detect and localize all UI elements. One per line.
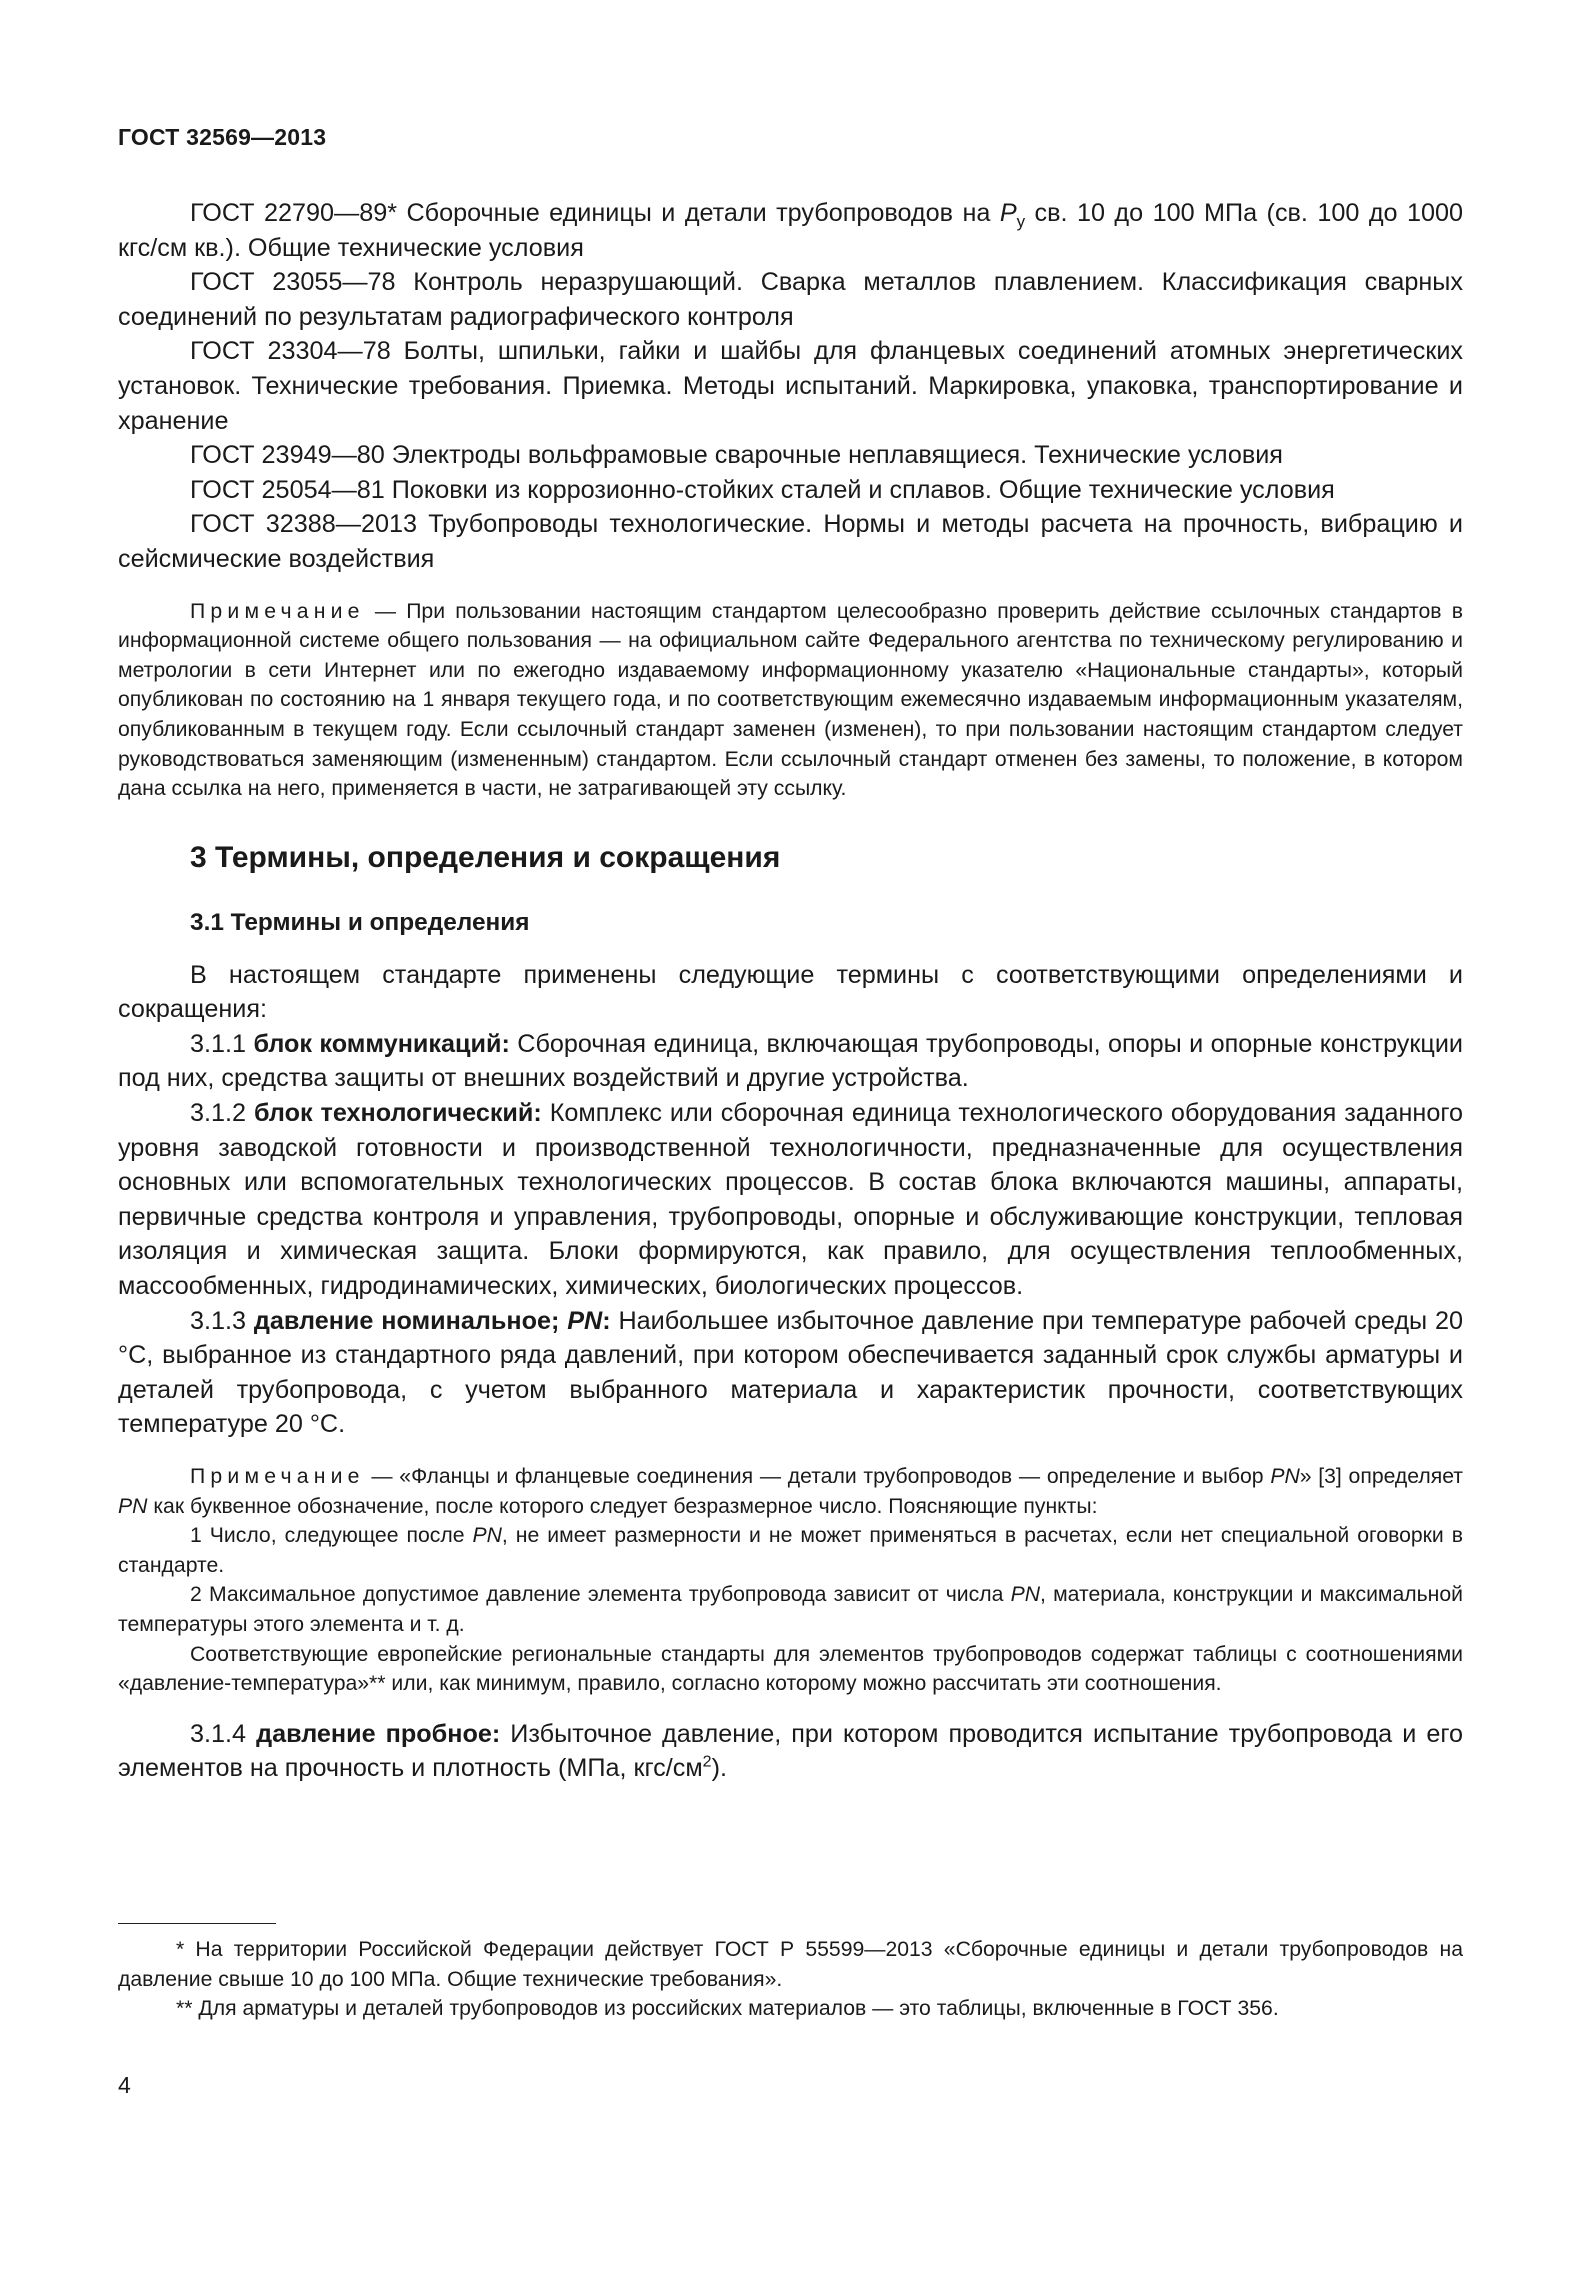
page-number: 4: [118, 2072, 131, 2098]
footnote: * На территории Российской Федерации действует ГОСТ Р 55599—2013 «Сборочные единицы и детали трубопроводов на давление свыше 10 до 100 МПа. Общие технические требования».: [118, 1938, 1463, 1991]
term-3-1-4: [118, 1717, 1463, 1786]
reference-text: ГОСТ 22790—89* Сборочные единицы и детали трубопроводов на: [190, 199, 1000, 227]
term-number: 3.1.3: [190, 1306, 254, 1335]
reference-item: ГОСТ 23304—78 Болты, шпильки, гайки и шайбы для фланцевых соединений атомных энергетических установок. Технические требования. Приемка. Методы испытаний. Маркировка, упаковка, транспортирование и хранение: [118, 337, 1463, 435]
note-text: как буквенное обозначение, после которого следует безразмерное число. Поясняющие пункты:: [147, 1494, 1098, 1518]
pn-symbol: PN: [472, 1524, 502, 1548]
note-label: Примечание: [190, 599, 365, 623]
note-references: [118, 597, 1463, 804]
pressure-subscript: у: [1016, 212, 1026, 232]
term-name: давление номинальное;: [253, 1306, 568, 1335]
reference-item: ГОСТ 32388—2013 Трубопроводы технологические. Нормы и методы расчета на прочность, вибрацию и сейсмические воздействия: [118, 510, 1463, 573]
footnote: ** Для арматуры и деталей трубопроводов из российских материалов — это таблицы, включенные в ГОСТ 356.: [176, 1997, 1279, 2021]
note-item-2: [118, 1580, 1463, 1639]
pressure-symbol: P: [999, 199, 1017, 227]
note-text: , материала, конструкции и максимальной температуры этого элемента и т. д.: [118, 1583, 1463, 1636]
footnote-separator: [118, 1923, 276, 1924]
term-abbreviation: PN: [567, 1306, 603, 1335]
note-pn: [118, 1462, 1463, 1699]
note-item-1: [118, 1521, 1463, 1580]
note-text: 2 Максимальное допустимое давление элемента трубопровода зависит от числа: [190, 1583, 1011, 1607]
section-heading: 3 Термины, определения и сокращения: [190, 840, 781, 874]
term-3-1-3: [118, 1304, 1463, 1442]
footnotes: [118, 1935, 1463, 2024]
term-3-1-1: [118, 1027, 1463, 1096]
reference-item: ГОСТ 25054—81 Поковки из коррозионно-стойких сталей и сплавов. Общие технические условия: [190, 475, 1335, 504]
reference-item: ГОСТ 23055—78 Контроль неразрушающий. Сварка металлов плавлением. Классификация сварных соединений по результатам радиографического контроля: [118, 268, 1463, 331]
note-text: 1 Число, следующее после: [190, 1524, 473, 1548]
note-paragraph: [118, 597, 1463, 804]
note-text: — При пользовании настоящим стандартом целесообразно проверить действие ссылочных стандартов в информационной системе общего пользования — на официальном сайте Федерального агентства по техническому регулированию и метрологии в сети Интернет или по ежегодно издаваемому информационному указателю «Национальные стандарты», который опубликован по состоянию на 1 января текущего года, и по соответствующим ежемесячно издаваемым информационным указателям, опубликованным в текущем году. Если ссылочный стандарт заменен (изменен), то при пользовании настоящим стандартом следует руководствоваться заменяющим (измененным) стандартом. Если ссылочный стандарт отменен без замены, то положение, в котором дана ссылка на него, применяется в части, не затрагивающей эту ссылку.: [118, 599, 1463, 801]
note-text: , не имеет размерности и не может применяться в расчетах, если нет специальной оговорки в стандарте.: [118, 1524, 1464, 1577]
term-definition: Сборочная единица, включающая трубопроводы, опоры и опорные конструкции под них, средства защиты от внешних воздействий и другие устройства.: [118, 1029, 1463, 1093]
pn-symbol: PN: [1010, 1583, 1041, 1607]
reference-text: св. 10 до 100 МПа (св. 100 до 1000 кгс/см кв.). Общие технические условия: [118, 199, 1463, 262]
note-text: » [3] определяет: [1299, 1465, 1463, 1488]
superscript: 2: [702, 1753, 712, 1771]
term-name: блок коммуникаций:: [253, 1029, 510, 1058]
document-header: ГОСТ 32569—2013: [118, 124, 327, 150]
term-definition: Избыточное давление, при котором проводится испытание трубопровода и его элементов на прочность и плотность (МПа, кгс/см: [118, 1719, 1464, 1783]
reference-item: [118, 196, 1463, 265]
term-definition: Наибольшее избыточное давление при температуре рабочей среды 20 °С, выбранное из стандартного ряда давлений, при котором обеспечивается заданный срок службы арматуры и деталей трубопровода, с учетом выбранного материала и характеристик прочности, соответствующих температуре 20 °С.: [118, 1306, 1463, 1439]
term-definition: Комплекс или сборочная единица технологического оборудования заданного уровня заводской готовности и производственной технологичности, предназначенные для осуществления основных или вспомогательных технологических процессов. В состав блока включаются машины, аппараты, первичные средства контроля и управления, трубопроводы, опорные и обслуживающие конструкции, тепловая изоляция и химическая защита. Блоки формируются, как правило, для осуществления теплообменных, массообменных, гидродинамических, химических, биологических процессов.: [118, 1099, 1463, 1301]
reference-item: ГОСТ 23949—80 Электроды вольфрамовые сварочные неплавящиеся. Технические условия: [190, 441, 1283, 470]
term-name: давление пробное:: [256, 1719, 501, 1748]
intro-paragraph: В настоящем стандарте применены следующие термины с соответствующими определениями и сокращения:: [118, 960, 1463, 1024]
term-number: 3.1.2: [190, 1099, 254, 1128]
pn-symbol: PN: [1270, 1465, 1300, 1488]
term-number: 3.1.4: [190, 1719, 257, 1748]
term-number: 3.1.1: [190, 1029, 254, 1058]
term-definition-end: ).: [711, 1754, 727, 1783]
note-item-3: Соответствующие европейские региональные стандарты для элементов трубопроводов содержат таблицы с соотношениями «давление-температура»** или, как минимум, правило, согласно которому можно рассчитать эти соотношения.: [118, 1642, 1463, 1696]
term-3-1-2: [118, 1096, 1463, 1304]
note-paragraph: [118, 1462, 1463, 1521]
document-body: [118, 196, 1463, 1786]
note-label: Примечание: [190, 1465, 365, 1488]
pn-symbol: PN: [118, 1494, 148, 1518]
note-text: — «Фланцы и фланцевые соединения — детали трубопроводов — определение и выбор: [364, 1465, 1271, 1488]
subsection-heading: 3.1 Термины и определения: [190, 908, 530, 936]
term-name: блок технологический:: [253, 1099, 542, 1128]
term-colon: :: [602, 1306, 611, 1335]
